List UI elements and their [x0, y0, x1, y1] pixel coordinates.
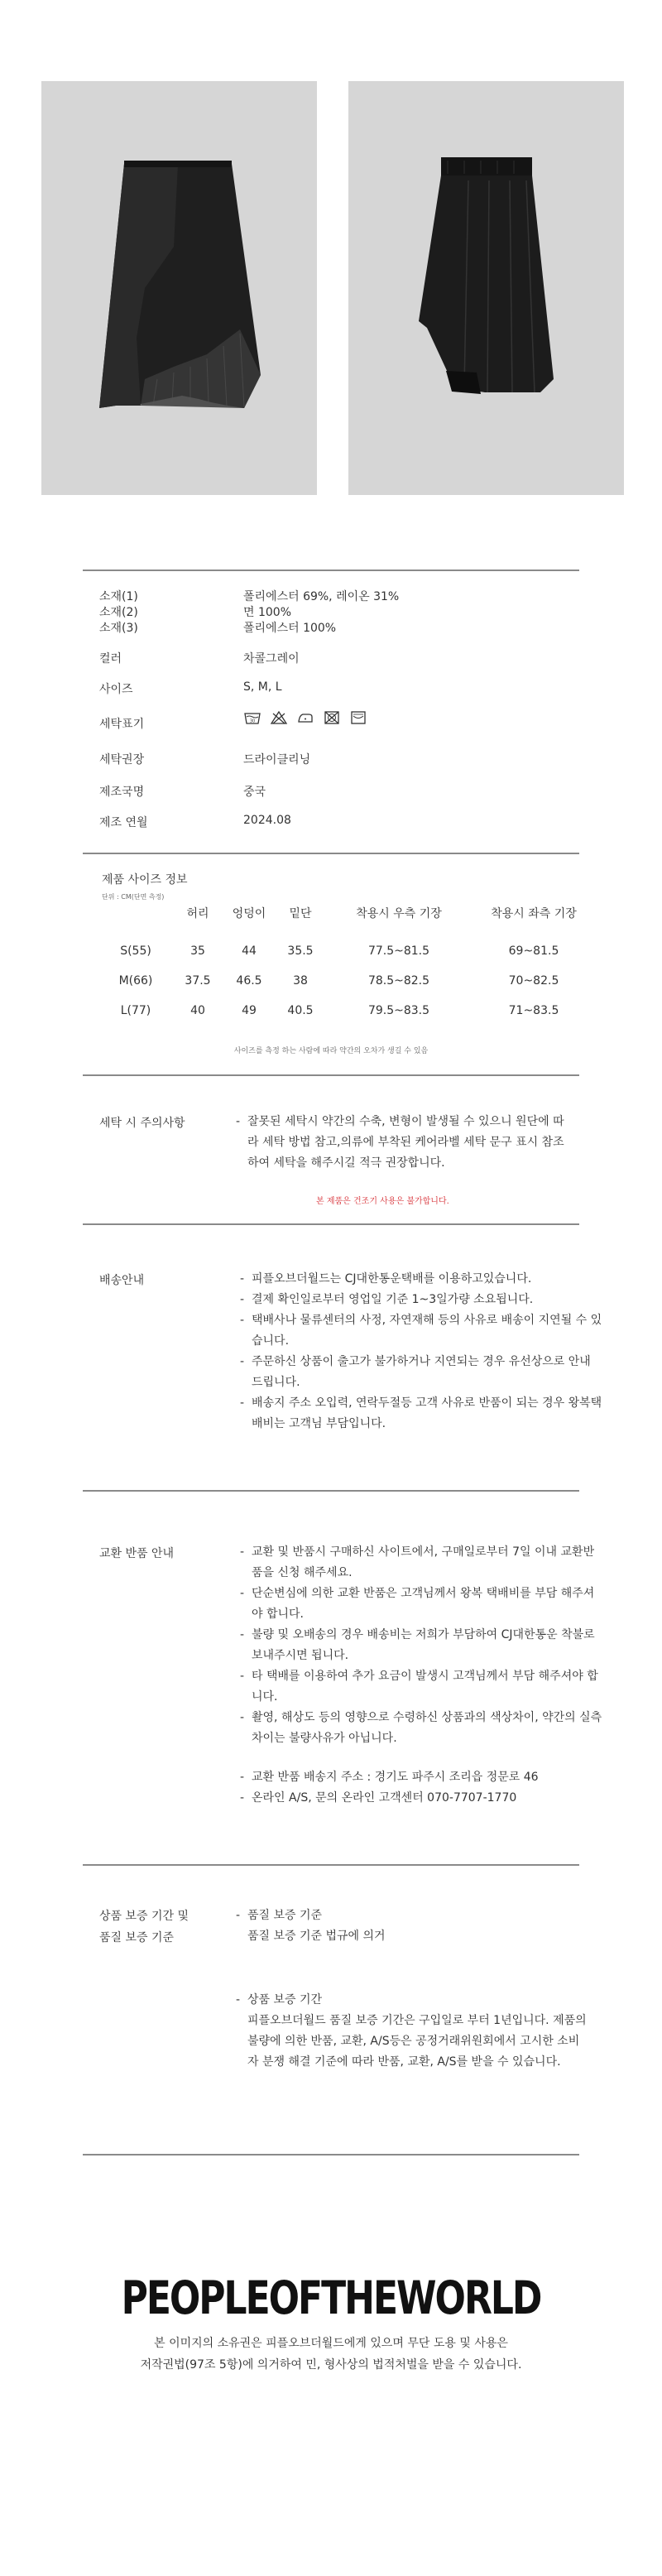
list-item: - 촬영, 해상도 등의 영향으로 수령하신 상품과의 색상차이, 약간의 실측 차이는 불량사유가 아닙니다. — [240, 1711, 602, 1745]
date-value: 2024.08 — [243, 814, 291, 827]
divider — [83, 1223, 579, 1225]
list-item: 품질 보증 기준 법규에 의거 — [247, 1930, 386, 1943]
list-item: - 교환 및 반품시 구매하신 사이트에서, 구매일로부터 7일 이내 교환반품을 신청 해주세요. — [240, 1545, 595, 1579]
shipping-list — [240, 1269, 604, 1435]
size-value: S, M, L — [243, 680, 282, 694]
size-header-cell: 착용시 우측 기장 — [356, 907, 442, 920]
date-label: 제조 연월 — [99, 816, 148, 829]
list-item: - 교환 반품 배송지 주소 : 경기도 파주시 조리읍 정문로 46 — [240, 1771, 539, 1784]
skirt-front-illustration — [41, 81, 317, 495]
list-item: - 배송지 주소 오입력, 연락두절등 고객 사유로 반품이 되는 경우 왕복택배비는 고객님 부담입니다. — [240, 1396, 602, 1430]
size-cell: 35 — [190, 944, 205, 958]
color-label: 컬러 — [99, 652, 122, 666]
list-item: - 피플오브더월드는 CJ대한통운택배를 이용하고있습니다. — [240, 1272, 532, 1286]
list-item: - 택배사나 물류센터의 사정, 자연재해 등의 사유로 배송이 지연될 수 있습니다. — [240, 1314, 602, 1348]
size-cell: 38 — [293, 974, 308, 988]
copyright-line2: 저작권법(97조 5항)에 의거하여 민, 형사상의 법적처벌을 받을 수 있습니다. — [140, 2358, 522, 2372]
wash-caution-title: 세탁 시 주의사항 — [99, 1117, 185, 1130]
size-header-cell: 착용시 좌측 기장 — [491, 907, 577, 920]
list-item: - 온라인 A/S, 문의 온라인 고객센터 070-7707-1770 — [240, 1791, 517, 1805]
size-cell: 44 — [242, 944, 257, 958]
table-row — [99, 936, 596, 966]
warranty-block1 — [236, 1906, 608, 1947]
size-cell: 69~81.5 — [508, 944, 559, 958]
size-cell: 49 — [242, 1004, 257, 1017]
list-item: - 결제 확인일로부터 영업일 기준 1~3일가량 소요됩니다. — [240, 1293, 534, 1306]
svg-text:30: 30 — [249, 718, 256, 724]
size-cell: L(77) — [120, 1004, 151, 1017]
skirt-back-illustration — [348, 81, 624, 495]
list-item: - 잘못된 세탁시 약간의 수축, 변형이 발생될 수 있으니 원단에 따라 세탁 방법 참고,의류에 부착된 케어라벨 세탁 문구 표시 참조하여 세탁을 해주시길 적극 권장합니다. — [236, 1115, 564, 1170]
size-cell: M(66) — [118, 974, 153, 988]
material2-label: 소재(2) — [99, 606, 138, 619]
list-item: 피플오브더월드 품질 보증 기간은 구입일로 부터 1년입니다. 제품의 불량에 의한 반품, 교환, A/S등은 공정거래위원회에서 고시한 소비자 분쟁 해결 기준에 따라 반품, 교환, A/S를 받을 수 있습니다. — [247, 2014, 587, 2069]
shipping-title: 배송안내 — [99, 1274, 145, 1287]
divider — [83, 2154, 579, 2155]
care-icons — [243, 710, 367, 732]
size-cell: 37.5 — [185, 974, 211, 988]
list-item: - 단순변심에 의한 교환 반품은 고객님께서 왕복 택배비를 부담 해주셔야 합니다. — [240, 1587, 595, 1621]
list-item: - 상품 보증 기간 — [236, 1993, 323, 2006]
product-photo-back — [348, 81, 624, 495]
material1-value: 폴리에스터 69%, 레이온 31% — [243, 590, 400, 603]
size-cell: 79.5~83.5 — [367, 1004, 430, 1017]
material1-label: 소재(1) — [99, 590, 138, 603]
no-tumble-dry-icon — [323, 710, 341, 732]
iron-low-icon — [296, 710, 314, 732]
warranty-title-line1: 상품 보증 기간 및 — [99, 1910, 189, 1923]
no-bleach-icon — [270, 710, 288, 732]
wash-rec-value: 드라이클리닝 — [243, 753, 311, 767]
size-table-header — [99, 896, 596, 930]
size-header-cell — [99, 896, 172, 930]
size-cell: 77.5~81.5 — [367, 944, 430, 958]
size-header-cell: 밑단 — [289, 907, 312, 920]
care-label: 세탁표기 — [99, 718, 145, 731]
copyright-line1: 본 이미지의 소유권은 피플오브더월드에게 있으며 무단 도용 및 사용은 — [154, 2337, 508, 2350]
divider — [83, 570, 579, 571]
size-header-cell: 허리 — [186, 907, 209, 920]
size-cell: 40.5 — [287, 1004, 314, 1017]
product-photo-front — [41, 81, 317, 495]
wash-caution-list — [236, 1112, 567, 1174]
origin-value: 중국 — [243, 786, 266, 799]
size-label: 사이즈 — [99, 683, 133, 696]
size-cell: 46.5 — [236, 974, 262, 988]
size-cell: 71~83.5 — [508, 1004, 559, 1017]
size-info-unit: 단위 : CM(단면 측정) — [102, 893, 165, 901]
list-item: - 타 택배를 이용하여 추가 요금이 발생시 고객님께서 부담 해주셔야 합니다. — [240, 1670, 598, 1704]
list-item: - 품질 보증 기준 — [236, 1909, 323, 1922]
material2-value: 면 100% — [243, 606, 291, 619]
size-note: 사이즈를 측정 하는 사람에 따라 약간의 오차가 생길 수 있음 — [233, 1047, 429, 1055]
size-cell: 35.5 — [287, 944, 314, 958]
divider — [83, 1074, 579, 1076]
wash-hand-icon — [243, 710, 261, 732]
material3-label: 소재(3) — [99, 622, 138, 635]
table-row — [99, 966, 596, 996]
divider — [83, 853, 579, 854]
color-value: 차콜그레이 — [243, 652, 300, 666]
dry-clean-icon — [349, 710, 367, 732]
warranty-block2 — [236, 1990, 588, 2073]
divider — [83, 1864, 579, 1866]
size-cell: 70~82.5 — [508, 974, 559, 988]
size-cell: S(55) — [120, 944, 151, 958]
size-cell: 78.5~82.5 — [367, 974, 430, 988]
list-item: - 주문하신 상품이 출고가 불가하거나 지연되는 경우 유선상으로 안내 드립니다. — [240, 1355, 591, 1389]
wash-rec-label: 세탁권장 — [99, 753, 145, 767]
warranty-title-line2: 품질 보증 기준 — [99, 1931, 175, 1944]
origin-label: 제조국명 — [99, 786, 145, 799]
material3-value: 폴리에스터 100% — [243, 622, 337, 635]
size-header-cell: 엉덩이 — [232, 907, 266, 920]
size-table — [99, 896, 596, 1026]
brand-logo: PEOPLEOFTHEWORLD — [121, 2272, 541, 2325]
exchange-list — [240, 1542, 604, 1809]
divider — [83, 1490, 579, 1492]
list-item: - 불량 및 오배송의 경우 배송비는 저희가 부담하여 CJ대한통운 착불로 보내주시면 됩니다. — [240, 1628, 595, 1662]
size-info-title: 제품 사이즈 정보 — [102, 873, 188, 887]
size-cell: 40 — [190, 1004, 205, 1017]
warning-text: 본 제품은 건조기 사용은 불가합니다. — [316, 1197, 449, 1206]
exchange-title: 교환 반품 안내 — [99, 1547, 175, 1560]
table-row — [99, 996, 596, 1026]
